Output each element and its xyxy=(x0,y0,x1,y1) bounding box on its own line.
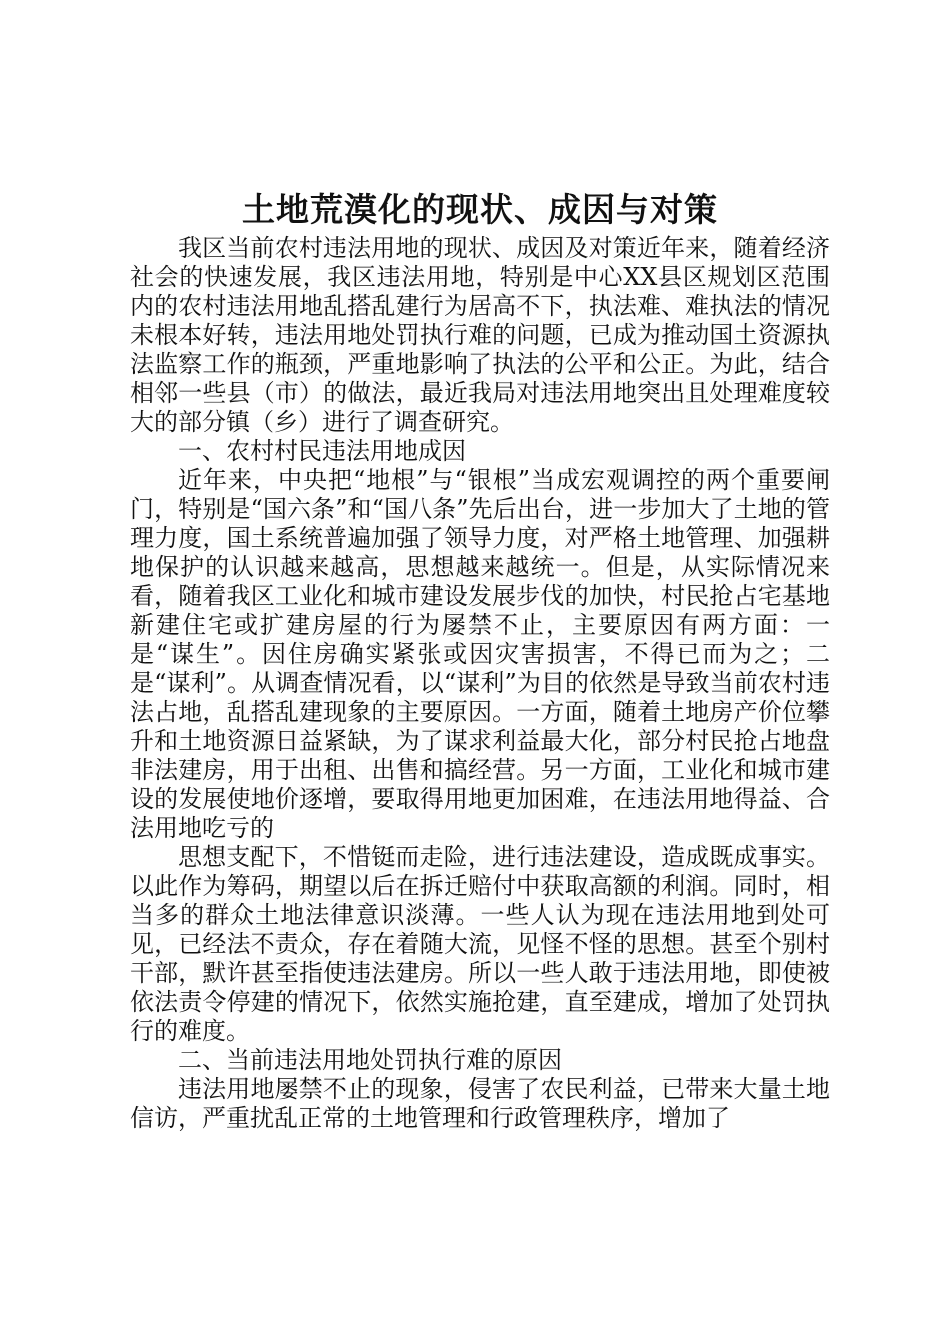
paragraph-causes: 近年来，中央把“地根”与“银根”当成宏观调控的两个重要闸门，特别是“国六条”和“国八条”先后出台，进一步加大了土地的管理力度，国土系统普遍加强了领导力度，对严格土地管理、加强耕地保护的认识越来越高，思想越来越统一。但是，从实际情况来看，随着我区工业化和城市建设发展步伐的加快，村民抢占宅基地新建住宅或扩建房屋的行为屡禁不止，主要原因有两方面：一是“谋生”。因住房确实紧张或因灾害损害，不得已而为之；二是“谋利”。从调查情况看，以“谋利”为目的依然是导致当前农村违法占地，乱搭乱建现象的主要原因。一方面，随着土地房产价位攀升和土地资源日益紧缺，为了谋求利益最大化，部分村民抢占地盘非法建房，用于出租、出售和搞经营。另一方面，工业化和城市建设的发展使地价逐增，要取得用地更加困难，在违法用地得益、合法用地吃亏的 xyxy=(130,466,830,842)
document-page xyxy=(130,188,830,1133)
document-title: 土地荒漠化的现状、成因与对策 xyxy=(242,190,718,229)
section-heading-1: 一、农村村民违法用地成因 xyxy=(178,437,466,465)
paragraph-intro: 我区当前农村违法用地的现状、成因及对策近年来，随着经济社会的快速发展，我区违法用地，特别是中心XX县区规划区范围内的农村违法用地乱搭乱建行为居高不下，执法难、难执法的情况未根本好转，违法用地处罚执行难的问题，已成为推动国土资源执法监察工作的瓶颈，严重地影响了执法的公平和公正。为此，结合相邻一些县（市）的做法，最近我局对违法用地突出且处理难度较大的部分镇（乡）进行了调查研究。 xyxy=(130,234,830,436)
paragraph-causes-continued: 思想支配下，不惜铤而走险，进行违法建设，造成既成事实。以此作为筹码，期望以后在拆迁赔付中获取高额的利润。同时，相当多的群众土地法律意识淡薄。一些人认为现在违法用地到处可见，已经法不责众，存在着随大流，见怪不怪的思想。甚至个别村干部，默许甚至指使违法建房。所以一些人敢于违法用地，即使被依法责令停建的情况下，依然实施抢建，直至建成，增加了处罚执行的难度。 xyxy=(130,843,830,1045)
section-heading-2: 二、当前违法用地处罚执行难的原因 xyxy=(178,1046,562,1074)
paragraph-enforcement: 违法用地屡禁不止的现象，侵害了农民利益，已带来大量土地信访，严重扰乱正常的土地管理和行政管理秩序，增加了 xyxy=(130,1075,830,1132)
